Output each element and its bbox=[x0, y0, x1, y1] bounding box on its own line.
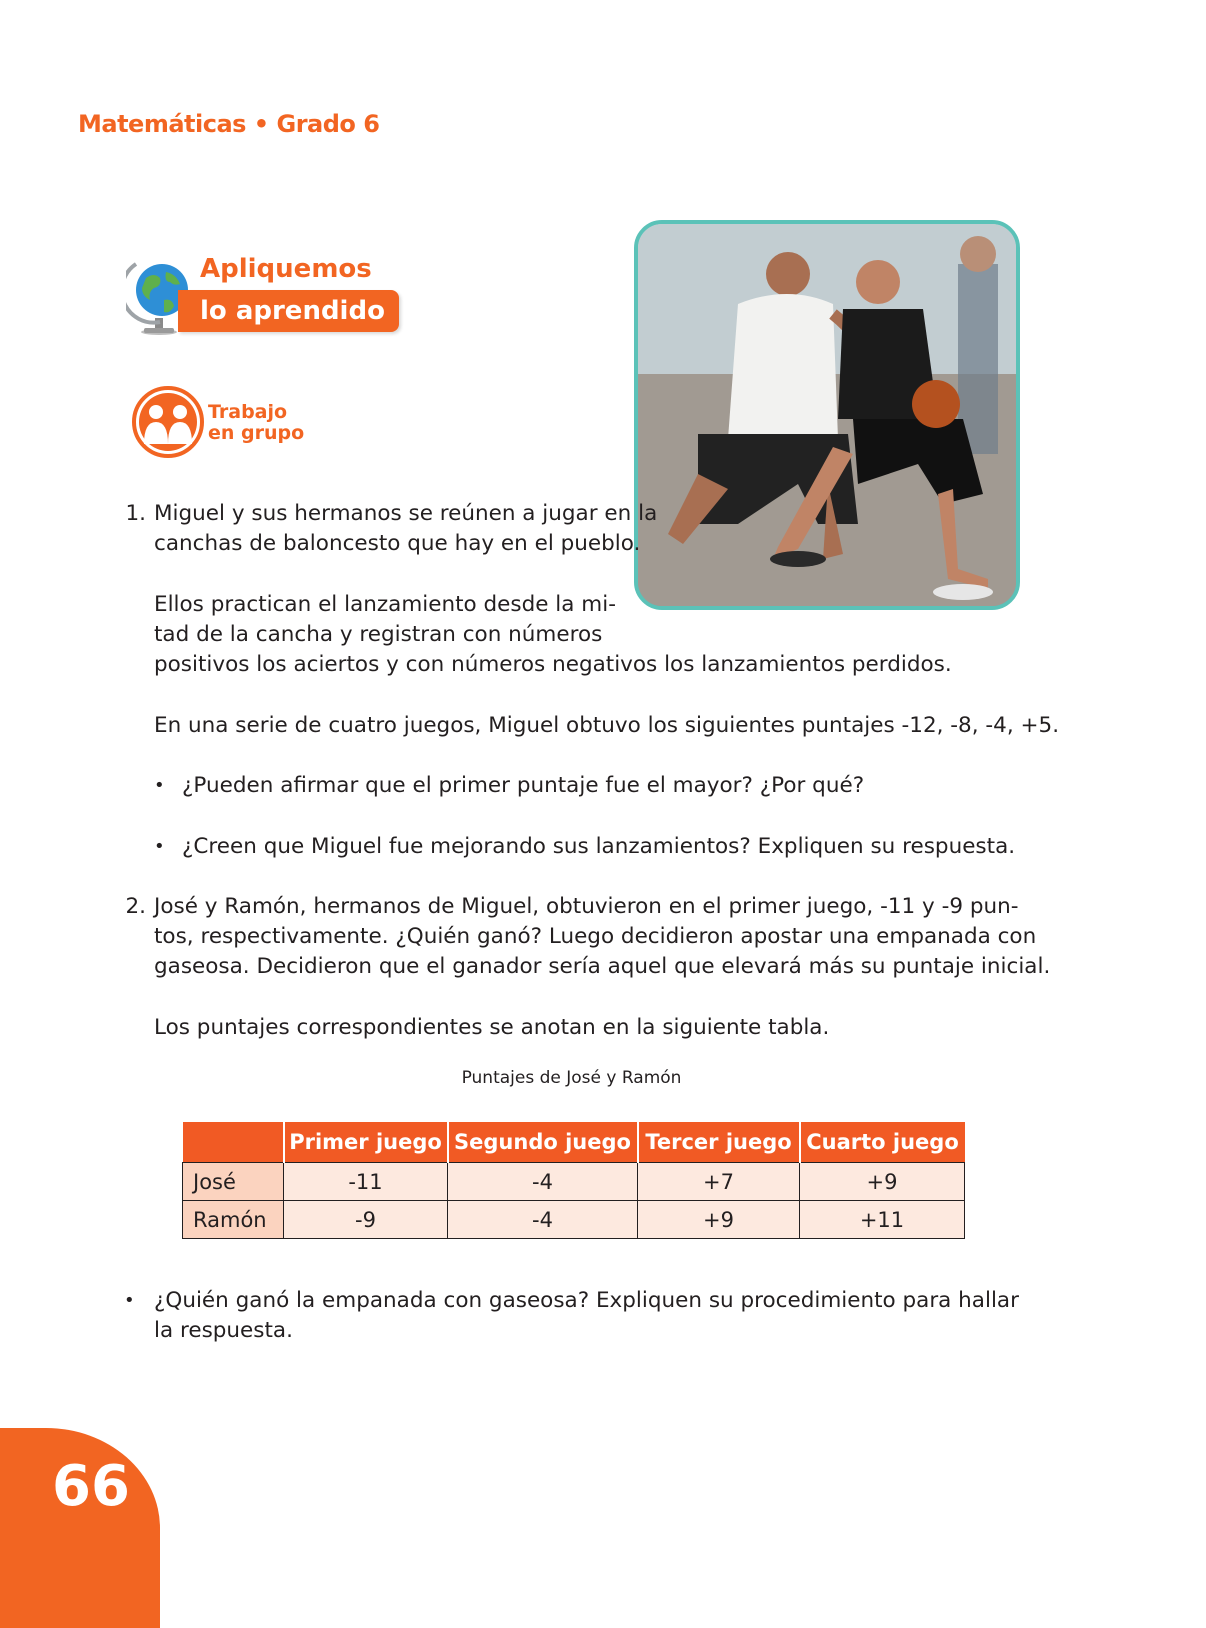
exercise-number: 2. bbox=[125, 894, 146, 919]
exercise-number: 1. bbox=[125, 501, 146, 526]
table-header: Segundo juego bbox=[448, 1122, 638, 1163]
table-row bbox=[183, 1163, 965, 1201]
group-work-label: Trabajo en grupo bbox=[208, 401, 305, 444]
table-corner-header bbox=[183, 1122, 284, 1163]
table-cell: +9 bbox=[638, 1201, 800, 1239]
table-header: Tercer juego bbox=[638, 1122, 800, 1163]
page-header-title: Matemáticas • Grado 6 bbox=[78, 110, 380, 138]
table-cell: -9 bbox=[284, 1201, 448, 1239]
table-cell: -4 bbox=[448, 1163, 638, 1201]
bullet-icon: • bbox=[124, 1290, 135, 1311]
section-title-line2: lo aprendido bbox=[178, 290, 399, 332]
row-name: Ramón bbox=[183, 1201, 284, 1239]
page-number: 66 bbox=[52, 1454, 130, 1519]
exercise2-paragraph2: Los puntajes correspondientes se anotan en la siguiente tabla. bbox=[154, 1015, 830, 1040]
table-row bbox=[183, 1201, 965, 1239]
table-cell: +11 bbox=[800, 1201, 965, 1239]
exercise1-paragraph2: Ellos practican el lanzamiento desde la mi- tad de la cancha y registran con números positivos los aciertos y con números negativos los lanzamientos perdidos. bbox=[154, 592, 952, 677]
exercise2-final-question: ¿Quién ganó la empanada con gaseosa? Expliquen su procedimiento para hallar la respuesta. bbox=[154, 1288, 1019, 1343]
exercise2-paragraph1: José y Ramón, hermanos de Miguel, obtuvieron en el primer juego, -11 y -9 pun- tos, respectivamente. ¿Quién ganó? Luego decidieron apostar una empanada con gaseosa. Decidieron que el ganador sería aquel que elevará más su puntaje inicial. bbox=[154, 894, 1051, 979]
table-header: Cuarto juego bbox=[800, 1122, 965, 1163]
bullet-icon: • bbox=[154, 775, 165, 796]
table-header: Primer juego bbox=[284, 1122, 448, 1163]
scores-table bbox=[182, 1122, 965, 1239]
exercise1-paragraph3: En una serie de cuatro juegos, Miguel obtuvo los siguientes puntajes -12, -8, -4, +5. bbox=[154, 713, 1060, 738]
row-name: José bbox=[183, 1163, 284, 1201]
table-caption: Puntajes de José y Ramón bbox=[461, 1068, 682, 1088]
exercise1-paragraph1: Miguel y sus hermanos se reúnen a jugar en la canchas de baloncesto que hay en el pueblo. bbox=[154, 501, 658, 556]
table-cell: -4 bbox=[448, 1201, 638, 1239]
section-title-line1: Apliquemos bbox=[200, 254, 372, 284]
exercise1-question2: ¿Creen que Miguel fue mejorando sus lanzamientos? Expliquen su respuesta. bbox=[182, 834, 1016, 859]
table-cell: -11 bbox=[284, 1163, 448, 1201]
table-cell: +7 bbox=[638, 1163, 800, 1201]
bullet-icon: • bbox=[154, 836, 165, 857]
group-work-icon bbox=[132, 386, 204, 458]
exercise1-question1: ¿Pueden afirmar que el primer puntaje fue el mayor? ¿Por qué? bbox=[182, 773, 865, 798]
basketball-photo bbox=[634, 220, 1020, 610]
table-cell: +9 bbox=[800, 1163, 965, 1201]
